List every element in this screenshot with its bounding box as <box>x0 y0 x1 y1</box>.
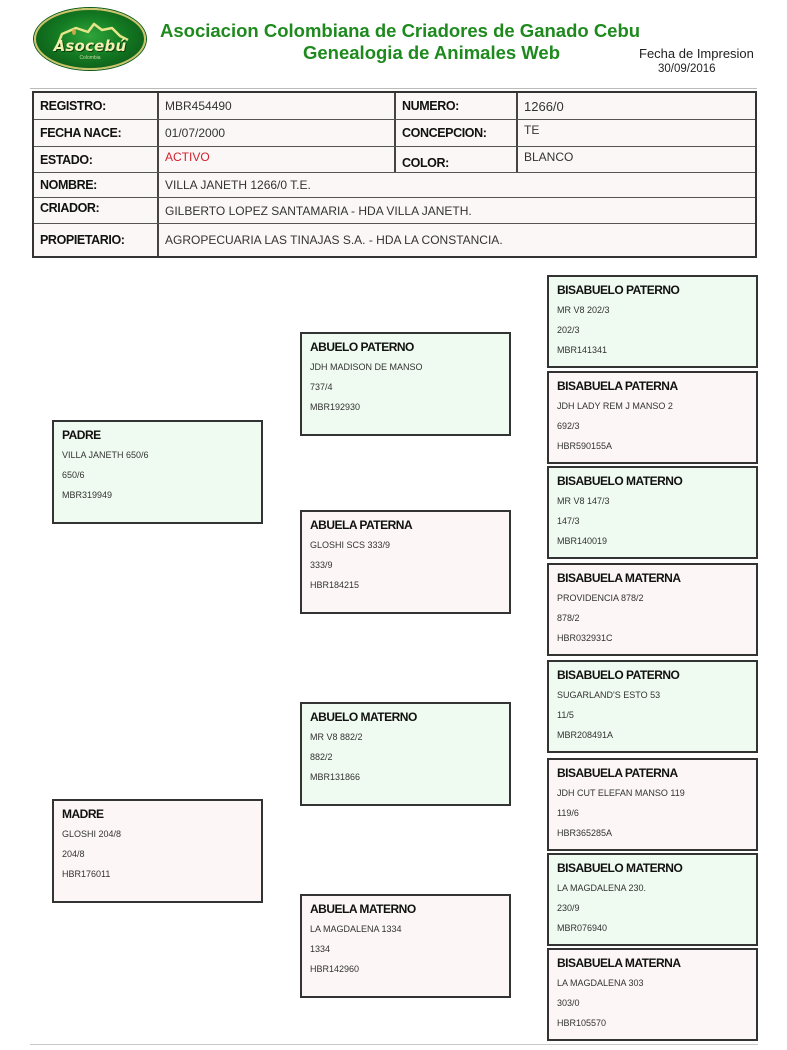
animal-number: 650/6 <box>62 470 85 480</box>
organization-title: Asociacion Colombiana de Criadores de Ganado Cebu <box>160 20 641 41</box>
animal-name: LA MAGDALENA 303 <box>557 978 644 988</box>
animal-registry: HBR176011 <box>62 869 111 879</box>
card-title: BISABUELO MATERNO <box>557 861 683 875</box>
animal-name: SUGARLAND'S ESTO 53 <box>557 690 661 700</box>
print-date-label: Fecha de Impresion <box>639 46 754 61</box>
logo-text: Asocebú <box>53 37 127 55</box>
animal-name: MR V8 202/3 <box>557 305 610 315</box>
animal-number: 119/6 <box>557 808 579 818</box>
card-title: BISABUELA PATERNA <box>557 379 678 393</box>
animal-number: 878/2 <box>557 613 580 623</box>
animal-registry: HBR142960 <box>310 964 360 974</box>
registro-value: MBR454490 <box>157 93 394 119</box>
animal-number: 1334 <box>310 944 331 954</box>
footer-divider <box>30 1044 758 1045</box>
nombre-value: VILLA JANETH 1266/0 T.E. <box>157 173 755 197</box>
card-title: BISABUELA PATERNA <box>557 766 678 780</box>
nombre-label: NOMBRE: <box>40 178 97 192</box>
info-row-fecha <box>34 120 755 147</box>
color-label: COLOR: <box>394 147 516 172</box>
animal-name: JDH CUT ELEFAN MANSO 119 <box>557 788 685 798</box>
card-title: MADRE <box>62 807 104 821</box>
bisabuelo-paterno-card[interactable] <box>547 275 758 368</box>
logo-subtext: Colombia <box>79 55 101 61</box>
info-row-estado <box>34 147 755 173</box>
card-title: ABUELA PATERNA <box>310 518 413 532</box>
bisabuelo-materno-card[interactable] <box>547 466 758 559</box>
animal-registry: HBR184215 <box>310 580 360 590</box>
card-title: BISABUELA MATERNA <box>557 956 681 970</box>
fecha-nace-label: FECHA NACE: <box>40 126 122 140</box>
animal-name: LA MAGDALENA 230. <box>557 883 647 893</box>
animal-registry: MBR076940 <box>557 923 608 933</box>
animal-name: LA MAGDALENA 1334 <box>310 924 402 934</box>
concepcion-label: CONCEPCION: <box>394 120 516 146</box>
header-divider <box>30 88 757 89</box>
bisabuelo-paterno-card[interactable] <box>547 660 758 753</box>
info-row-criador <box>34 198 755 224</box>
abuelo-materno-card[interactable] <box>300 702 511 806</box>
animal-number: 692/3 <box>557 421 580 431</box>
animal-name: JDH LADY REM J MANSO 2 <box>557 401 673 411</box>
animal-registry: MBR140019 <box>557 536 608 546</box>
numero-label: NUMERO: <box>394 93 516 119</box>
animal-name: GLOSHI 204/8 <box>62 829 122 839</box>
card-title: BISABUELO MATERNO <box>557 474 683 488</box>
animal-name: PROVIDENCIA 878/2 <box>557 593 644 603</box>
bisabuela-materna-card[interactable] <box>547 563 758 656</box>
animal-number: 204/8 <box>62 849 85 859</box>
info-row-propietario <box>34 224 755 256</box>
animal-number: 303/0 <box>557 998 580 1008</box>
madre-card[interactable] <box>52 799 263 903</box>
abuela-paterna-card[interactable] <box>300 510 511 614</box>
padre-card[interactable] <box>52 420 263 524</box>
numero-value: 1266/0 <box>516 93 755 119</box>
animal-registry: HBR105570 <box>557 1018 607 1028</box>
animal-name: MR V8 147/3 <box>557 496 610 506</box>
info-row-nombre <box>34 173 755 198</box>
page-title: Genealogia de Animales Web <box>303 42 561 63</box>
animal-name: VILLA JANETH 650/6 <box>62 450 149 460</box>
animal-number: 11/5 <box>557 710 574 720</box>
animal-number: 147/3 <box>557 516 580 526</box>
animal-registry: MBR131866 <box>310 772 361 782</box>
card-title: BISABUELO PATERNO <box>557 668 680 682</box>
card-title: ABUELO MATERNO <box>310 710 417 724</box>
asocebu-logo <box>34 8 146 70</box>
animal-number: 202/3 <box>557 325 580 335</box>
card-title: BISABUELA MATERNA <box>557 571 681 585</box>
animal-registry: HBR032931C <box>557 633 613 643</box>
print-date-value: 30/09/2016 <box>658 63 716 75</box>
animal-name: JDH MADISON DE MANSO <box>310 362 423 372</box>
estado-label: ESTADO: <box>40 152 93 167</box>
color-value: BLANCO <box>516 147 755 172</box>
card-title: BISABUELO PATERNO <box>557 283 680 297</box>
registro-label: REGISTRO: <box>40 99 106 113</box>
info-row-registro <box>34 93 755 120</box>
animal-registry: HBR590155A <box>557 441 613 451</box>
criador-value: GILBERTO LOPEZ SANTAMARIA - HDA VILLA JANETH. <box>157 198 755 223</box>
bisabuela-materna-card[interactable] <box>547 948 758 1041</box>
animal-registry: MBR208491A <box>557 730 614 740</box>
abuelo-paterno-card[interactable] <box>300 332 511 436</box>
animal-name: MR V8 882/2 <box>310 732 363 742</box>
concepcion-value: TE <box>516 120 755 146</box>
animal-number: 333/9 <box>310 560 333 570</box>
criador-label: CRIADOR: <box>40 201 100 215</box>
animal-number: 882/2 <box>310 752 333 762</box>
abuela-materna-card[interactable] <box>300 894 511 998</box>
animal-name: GLOSHI SCS 333/9 <box>310 540 391 550</box>
animal-registry: HBR365285A <box>557 828 613 838</box>
propietario-value: AGROPECUARIA LAS TINAJAS S.A. - HDA LA CONSTANCIA. <box>157 224 755 256</box>
bisabuelo-materno-card[interactable] <box>547 853 758 946</box>
card-title: PADRE <box>62 428 101 442</box>
card-title: ABUELO PATERNO <box>310 340 414 354</box>
animal-registry: MBR192930 <box>310 402 361 412</box>
propietario-label: PROPIETARIO: <box>40 233 125 247</box>
animal-number: 737/4 <box>310 382 333 392</box>
animal-registry: MBR319949 <box>62 490 113 500</box>
bisabuela-paterna-card[interactable] <box>547 371 758 464</box>
bisabuela-paterna-card[interactable] <box>547 758 758 851</box>
card-title: ABUELA MATERNO <box>310 902 416 916</box>
estado-value: ACTIVO <box>157 147 394 172</box>
animal-number: 230/9 <box>557 903 580 913</box>
animal-registry: MBR141341 <box>557 345 608 355</box>
fecha-nace-value: 01/07/2000 <box>157 120 394 146</box>
animal-info-table <box>32 91 757 258</box>
